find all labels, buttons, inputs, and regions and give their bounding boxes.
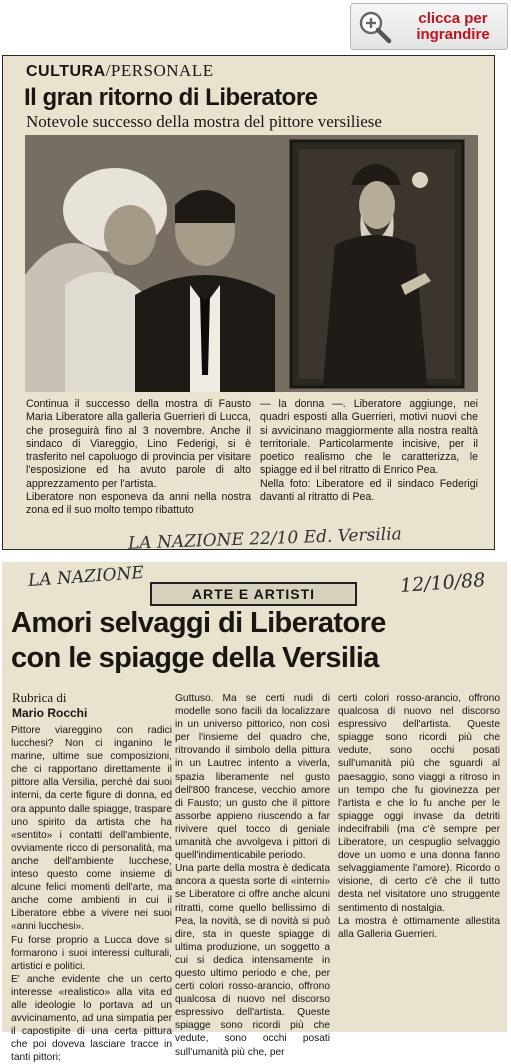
section-header: ARTE E ARTISTI [150, 582, 357, 606]
paragraph: — la donna —. Liberatore aggiunge, nei quadri esposti alla Guerrieri, motivi nuovi che si avvicinano maggiormente alla nostra realtà territoriale. Particolarmente incisive, per il poetico realismo che le caratterizza, le spiagge ed il bel ritratto di Enrico Pea. [260, 398, 478, 477]
kicker-cultura: CULTURA [26, 63, 106, 80]
clipping1-column-right [260, 398, 478, 504]
paragraph: Una parte della mostra è dedicata ancora a questa sorte di «interni» se Liberatore ci offre anche alcuni ritratti, come quello bellissimo di Pea, la novità, se di novità si può dire, sta in queste spiagge di ultima produzione, un soggetto a cui si dedica intensamente in questo ultimo periodo e che, per certi colori rosso-arancio, offrono qualcosa di nuovo nel discorso espressivo dell'artista. Queste spiagge sono ricordi più che vedute, sono occhi posati sull'umanità più che, per [175, 863, 330, 1058]
title-line-1: Amori selvaggi di Liberatore [11, 607, 386, 639]
zoom-button-label [399, 11, 507, 43]
clipping2-column-1 [11, 724, 172, 1064]
paragraph: Continua il successo della mostra di Fausto Maria Liberatore alla galleria Guerrieri di Lucca, che proseguirà fino al 3 novembre. Anche il sindaco di Viareggio, Lino Federigi, si è trasferito nel capoluogo di provincia per visitare l'esposizione ed ha avuto parole di alto apprezzamento per l'artista. [26, 398, 251, 490]
clipping1-title: Il gran ritorno di Liberatore [24, 84, 318, 111]
paragraph: E' anche evidente che un certo interesse «realistico» alla vita ed alle ideologie lo portava ad un avvicinamento, ad una simpatia per il capostipite di una certa pittura che poi doveva lasciare tracce in tanti pittori: [11, 973, 172, 1064]
handwritten-date: 12/10/88 [399, 569, 487, 597]
photo-scene [25, 135, 478, 392]
paragraph: Pittore viareggino con radici lucchesi? Non ci inganino le marine, ultime sue composizioni, che ci rapportano direttamente il pittore alla Versilia, perché dai suoi interni, da certe figure di donna, ed ora appunto dalle spiagge, traspare uno spirito da artista che ha «sentito» i contatti dell'ambiente, ovviamente ricco di personalità, ma anche dell'ambiente lucchese, inteso questo come insieme di alcune felici momenti dell'arte, ma anche come ambienti in cui il Liberatore ebbe a vivere nei suoi «anni lucchesi». [11, 725, 172, 933]
magnifier-plus-icon [358, 10, 392, 44]
clipping2-title [11, 606, 506, 676]
handwritten-note-1: LA NAZIONE 22/10 Ed. Versilia [127, 524, 403, 554]
paragraph: Fu forse proprio a Lucca dove si formarono i suoi interessi culturali, artistici e politici. [11, 934, 172, 972]
clipping2-column-2 [175, 692, 330, 1059]
paragraph: Guttuso. Ma se certi nudi di modelle sono facili da localizzare in un universo pittorico, non così per l'insieme del quadro che, ritrovando il simbolo della pittura in un Lautrec intento a viverla, spazia liberamente nel gusto dell'800 francese, vecchio amore di Fausto; un gusto che il pittore assorbe appieno riuscendo a far rivivere quel tocco di geniale umanità che avvolgeva i pittori di quell'indimenticabile periodo. [175, 693, 330, 862]
handwritten-newspaper-name: LA NAZIONE [27, 562, 145, 592]
clipping2-column-3 [338, 692, 500, 941]
paragraph: Nella foto: Liberatore ed il sindaco Federigi davanti al ritratto di Pea. [260, 477, 478, 504]
kicker-personale: PERSONALE [110, 61, 214, 80]
clipping1-subtitle: Notevole successo della mostra del pittore versiliese [26, 112, 382, 131]
zoom-label-line2: ingrandire [416, 26, 490, 43]
title-line-2: con le spiagge della Versilia [11, 642, 379, 674]
paragraph: Liberatore non esponeva da anni nella nostra zona ed il suo molto tempo ribattuto [26, 491, 251, 517]
zoom-button[interactable] [350, 3, 508, 50]
clipping1-photo [25, 135, 478, 392]
clipping1-column-left [26, 398, 251, 518]
kicker-separator: / [105, 61, 111, 80]
zoom-label-line1: clicca per [418, 10, 488, 27]
clipping1-kicker [26, 61, 214, 81]
rubrica-label: Rubrica di [12, 690, 67, 705]
paragraph: La mostra è ottimamente allestita alla Galleria Guerrieri. [338, 915, 500, 940]
author-name: Mario Rocchi [12, 706, 88, 720]
paragraph: certi colori rosso-arancio, offrono qualcosa di nuovo nel discorso espressivo dell'artista. Queste spiagge sono ricordi più che vedute, sono occhi posati sull'umanità più che sguardi al paesaggio, sono viaggi a ritroso in un tempo che fu giovinezza per l'artista e che lo fu anche per le spiagge oggi invase da detriti indecifrabili (ma c'è sempre per Liberatore, un cespuglio selvaggio dove un uomo e una donna fanno selvaggiamente l'amore). Ricordo o visione, di certo c'è che il tutto desta nel visitatore uno struggente sentimento di nostalgia. [338, 693, 500, 914]
